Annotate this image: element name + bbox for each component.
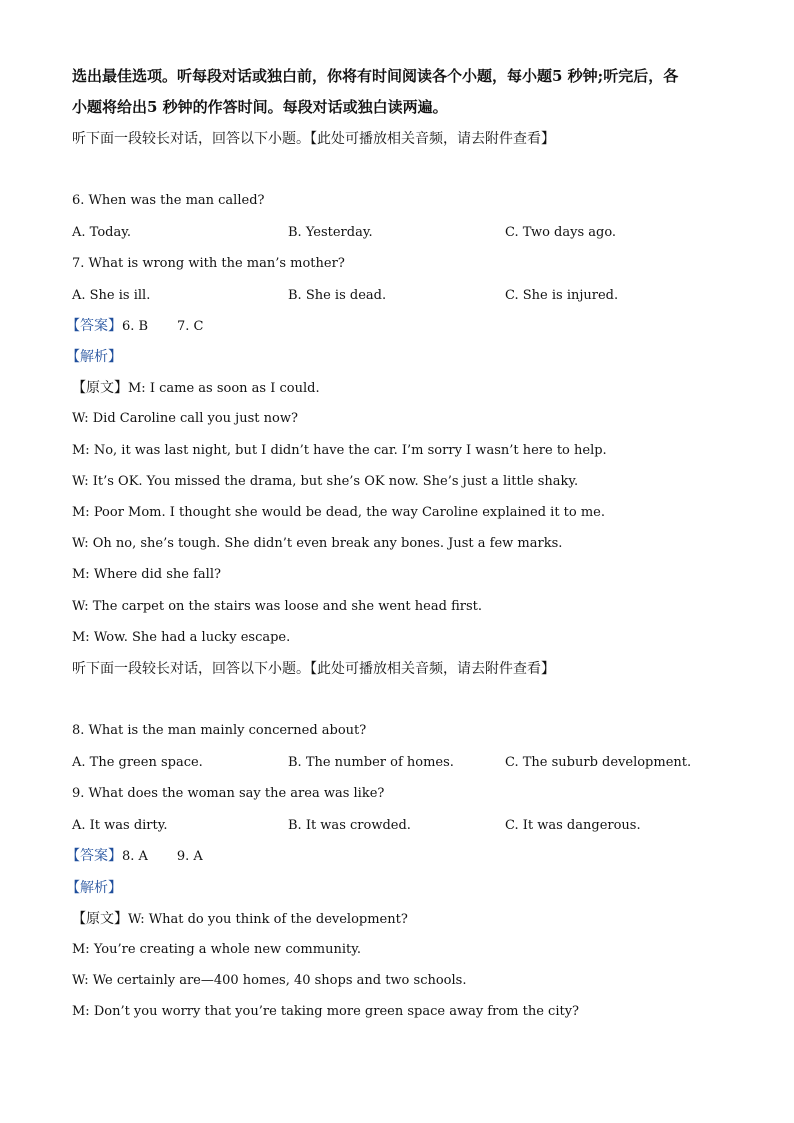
question-9-option-b: B. It was crowded. <box>288 818 411 833</box>
transcript-1-line-1 <box>72 380 320 397</box>
analysis-label: 【解析】 <box>66 880 122 896</box>
transcript-1-line-7: M: Where did she fall? <box>72 567 221 582</box>
question-7-option-c: C. She is injured. <box>505 288 619 303</box>
answer-label: 【答案】 <box>66 318 122 334</box>
transcript-2-line-4: M: Don’t you worry that you’re taking more green space away from the city? <box>72 1004 580 1019</box>
transcript-2-line-3: W: We certainly are—400 homes, 40 shops and two schools. <box>72 973 467 988</box>
question-8-option-a: A. The green space. <box>72 755 203 770</box>
transcript-1-line-9: M: Wow. She had a lucky escape. <box>72 630 291 645</box>
question-9-stem: 9. What does the woman say the area was like? <box>72 786 385 801</box>
question-7-option-a: A. She is ill. <box>72 288 151 303</box>
answer-value: 8. A 9. A <box>122 849 203 864</box>
transcript-1-line-8: W: The carpet on the stairs was loose and she went head first. <box>72 599 482 614</box>
original-label: 【原文】 <box>72 911 128 927</box>
question-6-option-b: B. Yesterday. <box>288 225 373 240</box>
analysis-label: 【解析】 <box>66 349 122 365</box>
original-label: 【原文】 <box>72 380 128 396</box>
question-8-option-c: C. The suburb development. <box>505 755 692 770</box>
transcript-2-line-2: M: You’re creating a whole new community. <box>72 942 361 957</box>
transcript-2-line-1 <box>72 911 408 928</box>
intro-line-1: 选出最佳选项。听每段对话或独白前，你将有时间阅读各个小题，每小题5 秒钟;听完后，各 <box>72 67 679 85</box>
question-7-option-b: B. She is dead. <box>288 288 387 303</box>
question-6-option-a: A. Today. <box>72 225 131 240</box>
answer-line-1 <box>66 318 204 335</box>
question-7-stem: 7. What is wrong with the man’s mother? <box>72 256 345 271</box>
analysis-line-2 <box>66 880 122 897</box>
section-2-instruction: 听下面一段较长对话，回答以下小题。【此处可播放相关音频，请去附件查看】 <box>72 661 555 677</box>
transcript-1-line-4: W: It’s OK. You missed the drama, but she’s OK now. She’s just a little shaky. <box>72 474 579 489</box>
question-8-stem: 8. What is the man mainly concerned about? <box>72 723 367 738</box>
answer-line-2 <box>66 848 203 865</box>
transcript-text: M: I came as soon as I could. <box>128 381 320 396</box>
transcript-1-line-6: W: Oh no, she’s tough. She didn’t even break any bones. Just a few marks. <box>72 536 563 551</box>
intro-line-2: 小题将给出5 秒钟的作答时间。每段对话或独白读两遍。 <box>72 98 448 116</box>
question-6-option-c: C. Two days ago. <box>505 225 617 240</box>
analysis-line-1 <box>66 349 122 366</box>
answer-label: 【答案】 <box>66 848 122 864</box>
transcript-1-line-2: W: Did Caroline call you just now? <box>72 411 298 426</box>
transcript-text: W: What do you think of the development? <box>128 912 408 927</box>
answer-value: 6. B 7. C <box>122 319 204 334</box>
question-9-option-a: A. It was dirty. <box>72 818 168 833</box>
transcript-1-line-3: M: No, it was last night, but I didn’t have the car. I’m sorry I wasn’t here to help. <box>72 443 607 458</box>
question-8-option-b: B. The number of homes. <box>288 755 454 770</box>
question-9-option-c: C. It was dangerous. <box>505 818 641 833</box>
question-6-stem: 6. When was the man called? <box>72 193 265 208</box>
transcript-1-line-5: M: Poor Mom. I thought she would be dead, the way Caroline explained it to me. <box>72 505 606 520</box>
section-1-instruction: 听下面一段较长对话，回答以下小题。【此处可播放相关音频，请去附件查看】 <box>72 131 555 147</box>
